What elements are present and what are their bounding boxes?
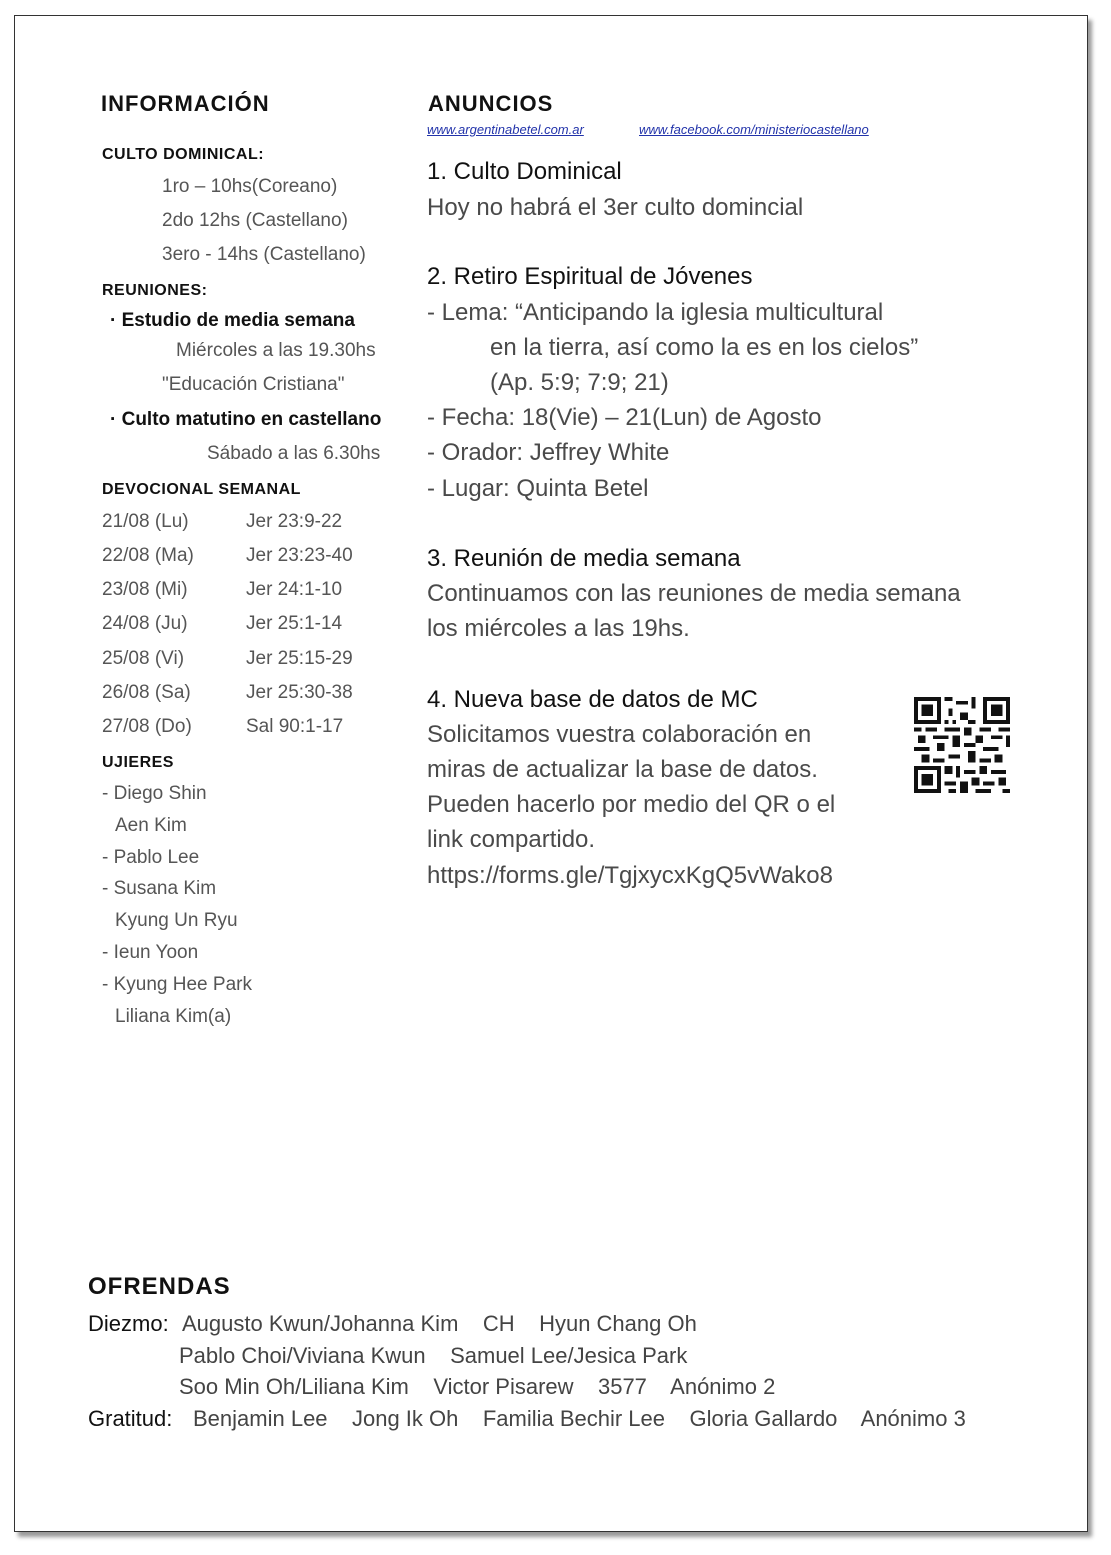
anuncio-3-line: los miércoles a las 19hs. — [427, 615, 690, 642]
anuncio-4-line: miras de actualizar la base de datos. — [427, 756, 818, 783]
anuncio-2-title: 2. Retiro Espiritual de Jóvenes — [427, 263, 753, 290]
devocional-date: 22/08 (Ma) — [102, 545, 194, 566]
matutino-time: Sábado a las 6.30hs — [207, 443, 381, 464]
estudio-title: · Estudio de media semana — [110, 310, 355, 331]
devocional-date: 23/08 (Mi) — [102, 579, 188, 600]
ofrendas-title: OFRENDAS — [88, 1273, 231, 1300]
ujier-name: - Diego Shin — [102, 783, 207, 804]
anuncio-4-line: Solicitamos vuestra colaboración en — [427, 721, 812, 748]
form-link[interactable]: https://forms.gle/TgjxycxKgQ5vWako8 — [427, 862, 833, 889]
info-title: INFORMACIÓN — [101, 91, 270, 116]
devocional-heading: DEVOCIONAL SEMANAL — [102, 481, 301, 498]
anuncio-4-line: Pueden hacerlo por medio del QR o el — [427, 791, 836, 818]
anuncio-3-title: 3. Reunión de media semana — [427, 545, 741, 572]
reuniones-heading: REUNIONES: — [102, 282, 208, 299]
ujier-name: - Ieun Yoon — [102, 942, 199, 963]
qr-code[interactable] — [914, 697, 1010, 793]
devocional-date: 25/08 (Vi) — [102, 648, 185, 669]
diezmo-line: Augusto Kwun/Johanna Kim CH Hyun Chang Oh — [182, 1311, 697, 1336]
anuncio-1-title: 1. Culto Dominical — [427, 158, 622, 185]
anuncio-2-line: en la tierra, así como la es en los cielos” — [490, 334, 919, 361]
devocional-ref: Jer 23:23-40 — [246, 545, 353, 566]
culto-heading: CULTO DOMINICAL: — [102, 146, 265, 163]
anuncio-1-text: Hoy no habrá el 3er culto domincial — [427, 194, 804, 221]
culto-item: 2do 12hs (Castellano) — [162, 210, 348, 231]
matutino-title: · Culto matutino en castellano — [110, 409, 382, 430]
anuncio-2-line: - Fecha: 18(Vie) – 21(Lun) de Agosto — [427, 404, 822, 431]
anuncio-2-line: (Ap. 5:9; 7:9; 21) — [490, 369, 669, 396]
anuncio-2-line: - Lugar: Quinta Betel — [427, 475, 649, 502]
estudio-sub: "Educación Cristiana" — [162, 374, 345, 395]
culto-item: 3ero - 14hs (Castellano) — [162, 244, 366, 265]
ujier-name: - Pablo Lee — [102, 847, 200, 868]
gratitud-label: Gratitud: — [88, 1406, 173, 1431]
ujier-name: Kyung Un Ryu — [115, 910, 238, 931]
anuncio-3-line: Continuamos con las reuniones de media semana — [427, 580, 961, 607]
ujier-name: - Susana Kim — [102, 878, 217, 899]
culto-item: 1ro – 10hs(Coreano) — [162, 176, 338, 197]
diezmo-label: Diezmo: — [88, 1311, 169, 1336]
devocional-date: 24/08 (Ju) — [102, 613, 188, 634]
devocional-date: 26/08 (Sa) — [102, 682, 191, 703]
devocional-ref: Jer 25:30-38 — [246, 682, 353, 703]
estudio-time: Miércoles a las 19.30hs — [176, 340, 376, 361]
anuncio-4-title: 4. Nueva base de datos de MC — [427, 686, 758, 713]
anuncio-4-line: link compartido. — [427, 826, 596, 853]
devocional-ref: Sal 90:1-17 — [246, 716, 344, 737]
diezmo-line: Pablo Choi/Viviana Kwun Samuel Lee/Jesica Park — [179, 1343, 688, 1368]
ujier-name: Aen Kim — [115, 815, 187, 836]
anuncio-2-line: - Orador: Jeffrey White — [427, 439, 670, 466]
gratitud-line: Benjamin Lee Jong Ik Oh Familia Bechir Lee Gloria Gallardo Anónimo 3 — [193, 1406, 966, 1431]
devocional-ref: Jer 24:1-10 — [246, 579, 343, 600]
ujieres-heading: UJIERES — [102, 754, 174, 771]
ujier-name: - Kyung Hee Park — [102, 974, 252, 995]
devocional-date: 27/08 (Do) — [102, 716, 192, 737]
anuncios-title: ANUNCIOS — [428, 91, 554, 116]
diezmo-line: Soo Min Oh/Liliana Kim Victor Pisarew 3577 Anónimo 2 — [179, 1374, 776, 1399]
anuncio-2-line: - Lema: “Anticipando la iglesia multicultural — [427, 299, 884, 326]
facebook-link[interactable]: www.facebook.com/ministeriocastellano — [639, 122, 869, 137]
devocional-ref: Jer 23:9-22 — [246, 511, 343, 532]
devocional-ref: Jer 25:1-14 — [246, 613, 343, 634]
ujier-name: Liliana Kim(a) — [115, 1006, 232, 1027]
devocional-date: 21/08 (Lu) — [102, 511, 189, 532]
website-link[interactable]: www.argentinabetel.com.ar — [427, 122, 584, 137]
devocional-ref: Jer 25:15-29 — [246, 648, 353, 669]
